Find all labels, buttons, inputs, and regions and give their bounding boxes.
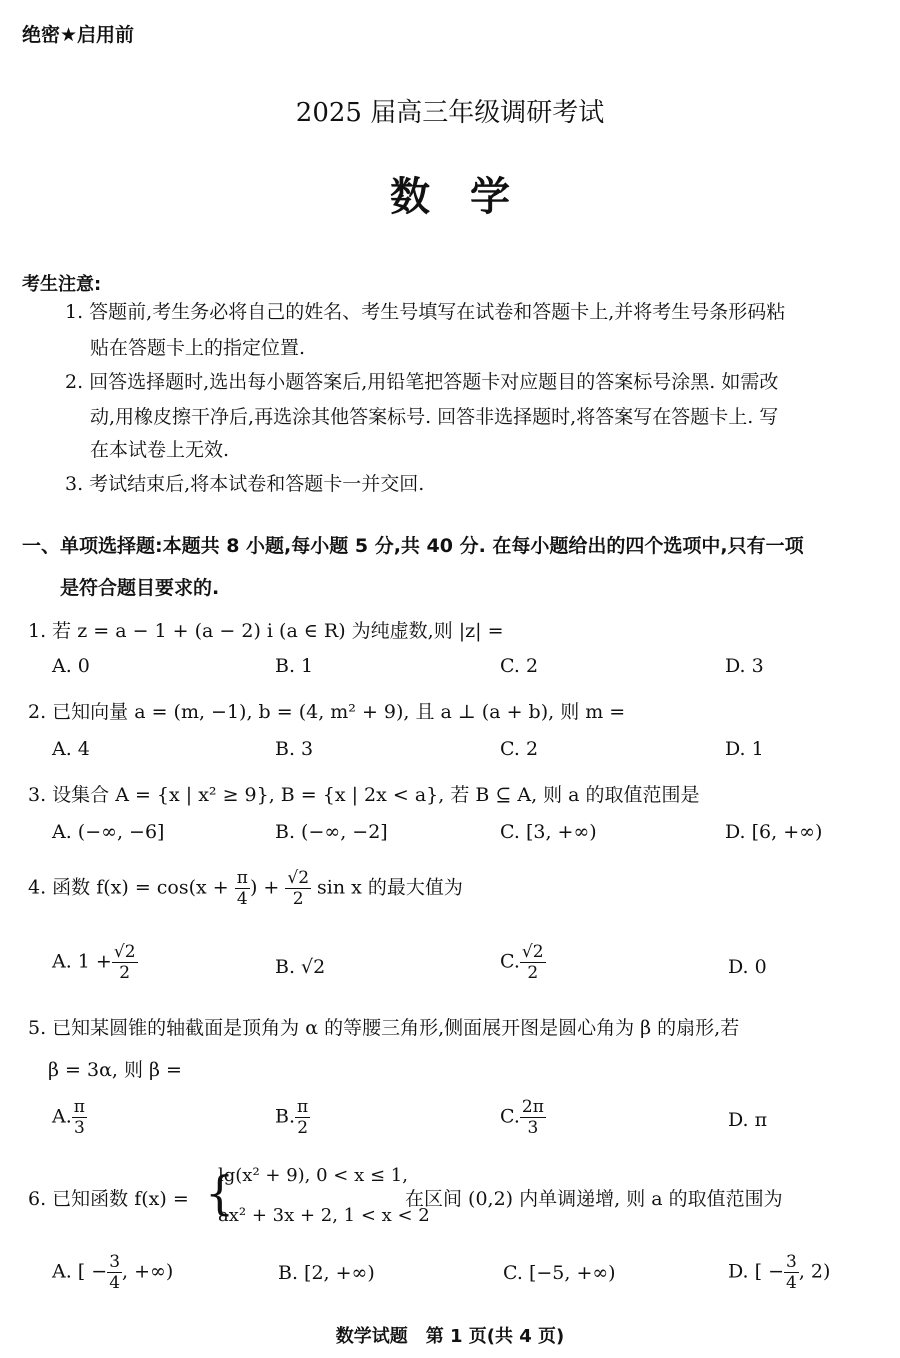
piecewise-case-2: ax² + 3x + 2, 1 < x < 2	[218, 1205, 430, 1226]
option: D. π	[728, 1109, 768, 1131]
notice-line: 贴在答题卡上的指定位置.	[90, 337, 306, 359]
option: B. 3	[275, 738, 314, 760]
option: C. [3, +∞)	[500, 821, 597, 843]
question-5-stem-cont: β = 3α, 则 β =	[48, 1059, 182, 1081]
question-6-stem-pre: 6. 已知函数 f(x) =	[28, 1188, 189, 1210]
option: D. [6, +∞)	[725, 821, 823, 843]
section-heading: 一、单项选择题:本题共 8 小题,每小题 5 分,共 40 分. 在每小题给出的四个选项中,只有一项	[22, 535, 804, 557]
option: B. [2, +∞)	[278, 1262, 375, 1284]
fraction: $\frac{\pi}{4}$	[236, 868, 248, 909]
option: C. $\frac{2\pi}{3}$	[500, 1097, 544, 1138]
option: C. $\frac{√2}{2}$	[500, 942, 544, 983]
option: A. [ − $\frac{3}{4}$ , +∞)	[52, 1252, 174, 1293]
option: A. (−∞, −6]	[52, 821, 165, 843]
notice-line: 2. 回答选择题时,选出每小题答案后,用铅笔把答题卡对应题目的答案标号涂黑. 如需改	[65, 371, 779, 393]
question-2-stem: 2. 已知向量 a = (m, −1), b = (4, m² + 9), 且 a ⊥ (a + b), 则 m =	[28, 701, 626, 723]
option: A. 0	[52, 655, 90, 677]
option: B. √2	[275, 956, 326, 978]
question-5-stem: 5. 已知某圆锥的轴截面是顶角为 α 的等腰三角形,侧面展开图是圆心角为 β 的扇形,若	[28, 1017, 740, 1039]
option: D. [ − $\frac{3}{4}$ , 2)	[728, 1252, 831, 1293]
notice-heading: 考生注意:	[22, 274, 102, 295]
question-6-stem-post: 在区间 (0,2) 内单调递增, 则 a 的取值范围为	[405, 1188, 783, 1210]
question-3-stem: 3. 设集合 A = {x | x² ≥ 9}, B = {x | 2x < a}, 若 B ⊆ A, 则 a 的取值范围是	[28, 784, 700, 806]
notice-line: 1. 答题前,考生务必将自己的姓名、考生号填写在试卷和答题卡上,并将考生号条形码粘	[65, 301, 786, 323]
question-4-stem: 4. 函数 f(x) = cos(x + $\frac{\pi}{4}$ ) + $\frac{√2}{2}$ sin x 的最大值为	[28, 868, 463, 909]
question-1-stem: 1. 若 z = a − 1 + (a − 2) i (a ∈ R) 为纯虚数,则 |z| =	[28, 620, 504, 642]
option: D. 1	[725, 738, 764, 760]
piecewise-case-1: lg(x² + 9), 0 < x ≤ 1,	[218, 1165, 408, 1186]
page-footer: 数学试题 第 1 页(共 4 页)	[335, 1326, 565, 1347]
option: C. [−5, +∞)	[503, 1262, 616, 1284]
option: A. 4	[52, 738, 90, 760]
notice-line: 动,用橡皮擦干净后,再选涂其他答案标号. 回答非选择题时,将答案写在答题卡上. 写	[90, 406, 779, 428]
exam-subtitle: 2025 届高三年级调研考试	[295, 98, 605, 128]
fraction: $\frac{√2}{2}$	[287, 868, 310, 909]
option: C. 2	[500, 655, 539, 677]
option: B. (−∞, −2]	[275, 821, 388, 843]
option: B. $\frac{\pi}{2}$	[275, 1097, 309, 1138]
option: B. 1	[275, 655, 314, 677]
notice-line: 3. 考试结束后,将本试卷和答题卡一并交回.	[65, 473, 425, 495]
confidential-label: 绝密★启用前	[22, 24, 135, 46]
exam-title: 数学	[390, 173, 550, 220]
option: D. 0	[728, 956, 767, 978]
option: D. 3	[725, 655, 764, 677]
section-heading-cont: 是符合题目要求的.	[60, 577, 220, 599]
option: A. 1 + $\frac{√2}{2}$	[52, 942, 136, 983]
option: C. 2	[500, 738, 539, 760]
notice-line: 在本试卷上无效.	[90, 439, 230, 461]
option: A. $\frac{\pi}{3}$	[52, 1097, 85, 1138]
brace-icon: {	[205, 1166, 235, 1220]
